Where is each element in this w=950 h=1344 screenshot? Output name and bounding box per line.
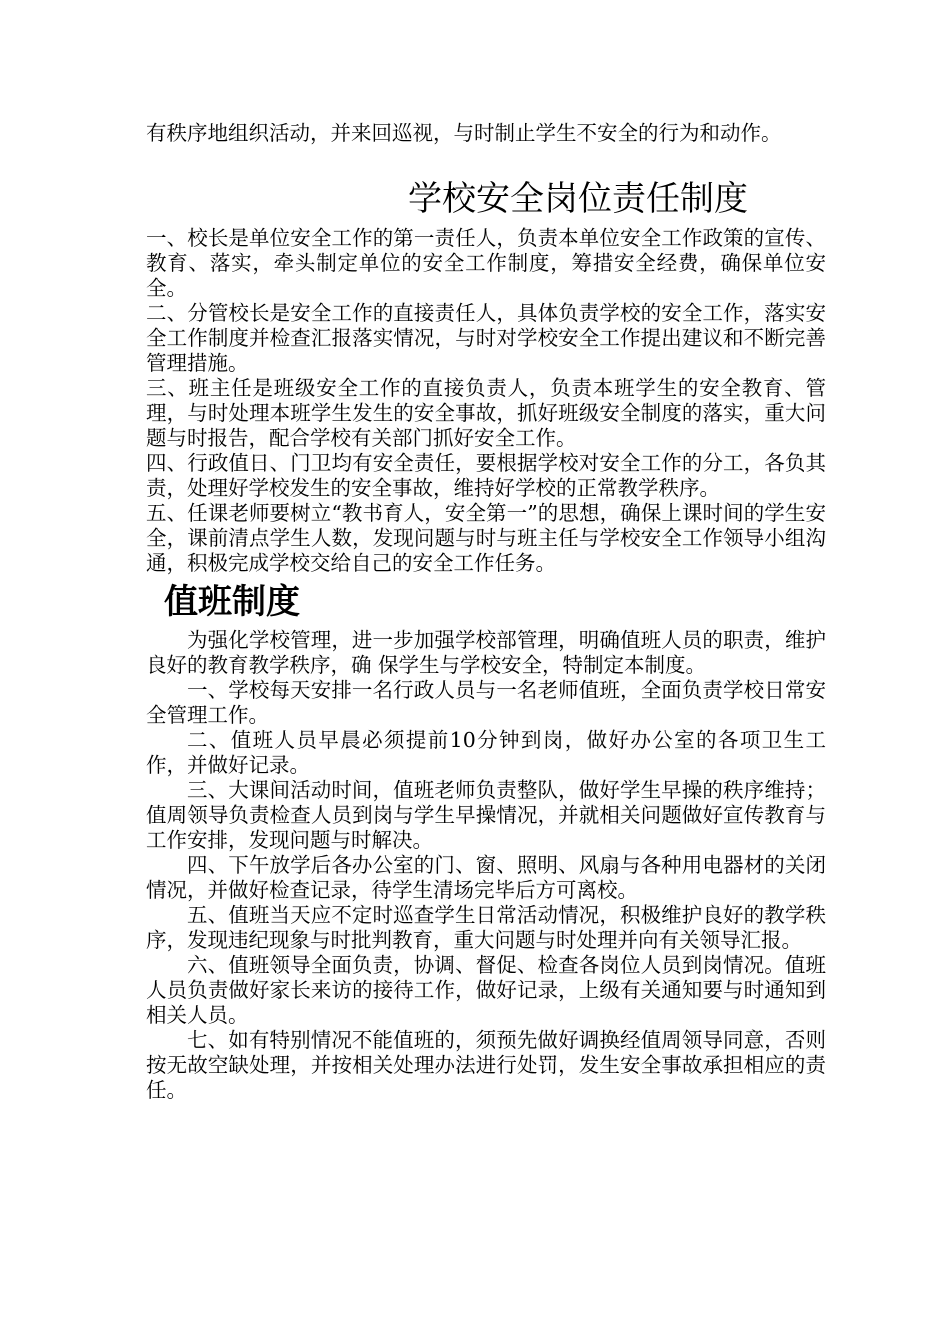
safety-item: 一、校长是单位安全工作的第一责任人，负责本单位安全工作政策的宣传、教育、落实，牵头制定单位的安全工作制度，筹措安全经费，确保单位安全。 (146, 226, 826, 300)
duty-item: 三、大课间活动时间，值班老师负责整队，做好学生早操的秩序维持；值周领导负责检查人员到岗与学生早操情况，并就相关问题做好宣传教育与工作安排，发现问题与时解决。 (146, 778, 826, 852)
safety-item: 三、班主任是班级安全工作的直接负责人，负责本班学生的安全教育、管理，与时处理本班学生发生的安全事故，抓好班级安全制度的落实，重大问题与时报告，配合学校有关部门抓好安全工作。 (146, 376, 826, 450)
safety-responsibility-list (146, 226, 826, 576)
duty-item: 五、值班当天应不定时巡查学生日常活动情况，积极维护良好的教学秩序，发现违纪现象与时批判教育，重大问题与时处理并向有关领导汇报。 (146, 903, 826, 952)
intro-paragraph: 有秩序地组织活动，并来回巡视，与时制止学生不安全的行为和动作。 (146, 121, 782, 145)
duty-item: 一、学校每天安排一名行政人员与一名老师值班，全面负责学校日常安全管理工作。 (146, 678, 826, 727)
duty-item: 六、值班领导全面负责，协调、督促、检查各岗位人员到岗情况。值班人员负责做好家长来访的接待工作，做好记录，上级有关通知要与时通知到相关人员。 (146, 953, 826, 1027)
duty-system-body (146, 628, 826, 1103)
section-title-duty-system: 值班制度 (164, 582, 300, 622)
duty-item: 七、如有特别情况不能值班的，须预先做好调换经值周领导同意，否则按无故空缺处理，并按相关处理办法进行处罚，发生安全事故承担相应的责任。 (146, 1028, 826, 1102)
duty-item: 二、值班人员早晨必须提前10分钟到岗，做好办公室的各项卫生工作，并做好记录。 (146, 728, 826, 777)
document-page (146, 121, 826, 1103)
safety-item: 四、行政值日、门卫均有安全责任，要根据学校对安全工作的分工，各负其责，处理好学校发生的安全事故，维持好学校的正常教学秩序。 (146, 451, 826, 500)
safety-item: 二、分管校长是安全工作的直接责任人，具体负责学校的安全工作，落实安全工作制度并检查汇报落实情况，与时对学校安全工作提出建议和不断完善管理措施。 (146, 301, 826, 375)
safety-item: 五、任课老师要树立“教书育人，安全第一”的思想，确保上课时间的学生安全，课前清点学生人数，发现问题与时与班主任与学校安全工作领导小组沟通，积极完成学校交给自己的安全工作任务。 (146, 501, 826, 575)
section-title-safety-responsibility: 学校安全岗位责任制度 (408, 179, 748, 219)
duty-item: 四、下午放学后各办公室的门、窗、照明、风扇与各种用电器材的关闭情况，并做好检查记录，待学生清场完毕后方可离校。 (146, 853, 826, 902)
duty-intro-paragraph: 为强化学校管理，进一步加强学校部管理，明确值班人员的职责，维护良好的教育教学秩序，确 保学生与学校安全，特制定本制度。 (146, 628, 826, 677)
